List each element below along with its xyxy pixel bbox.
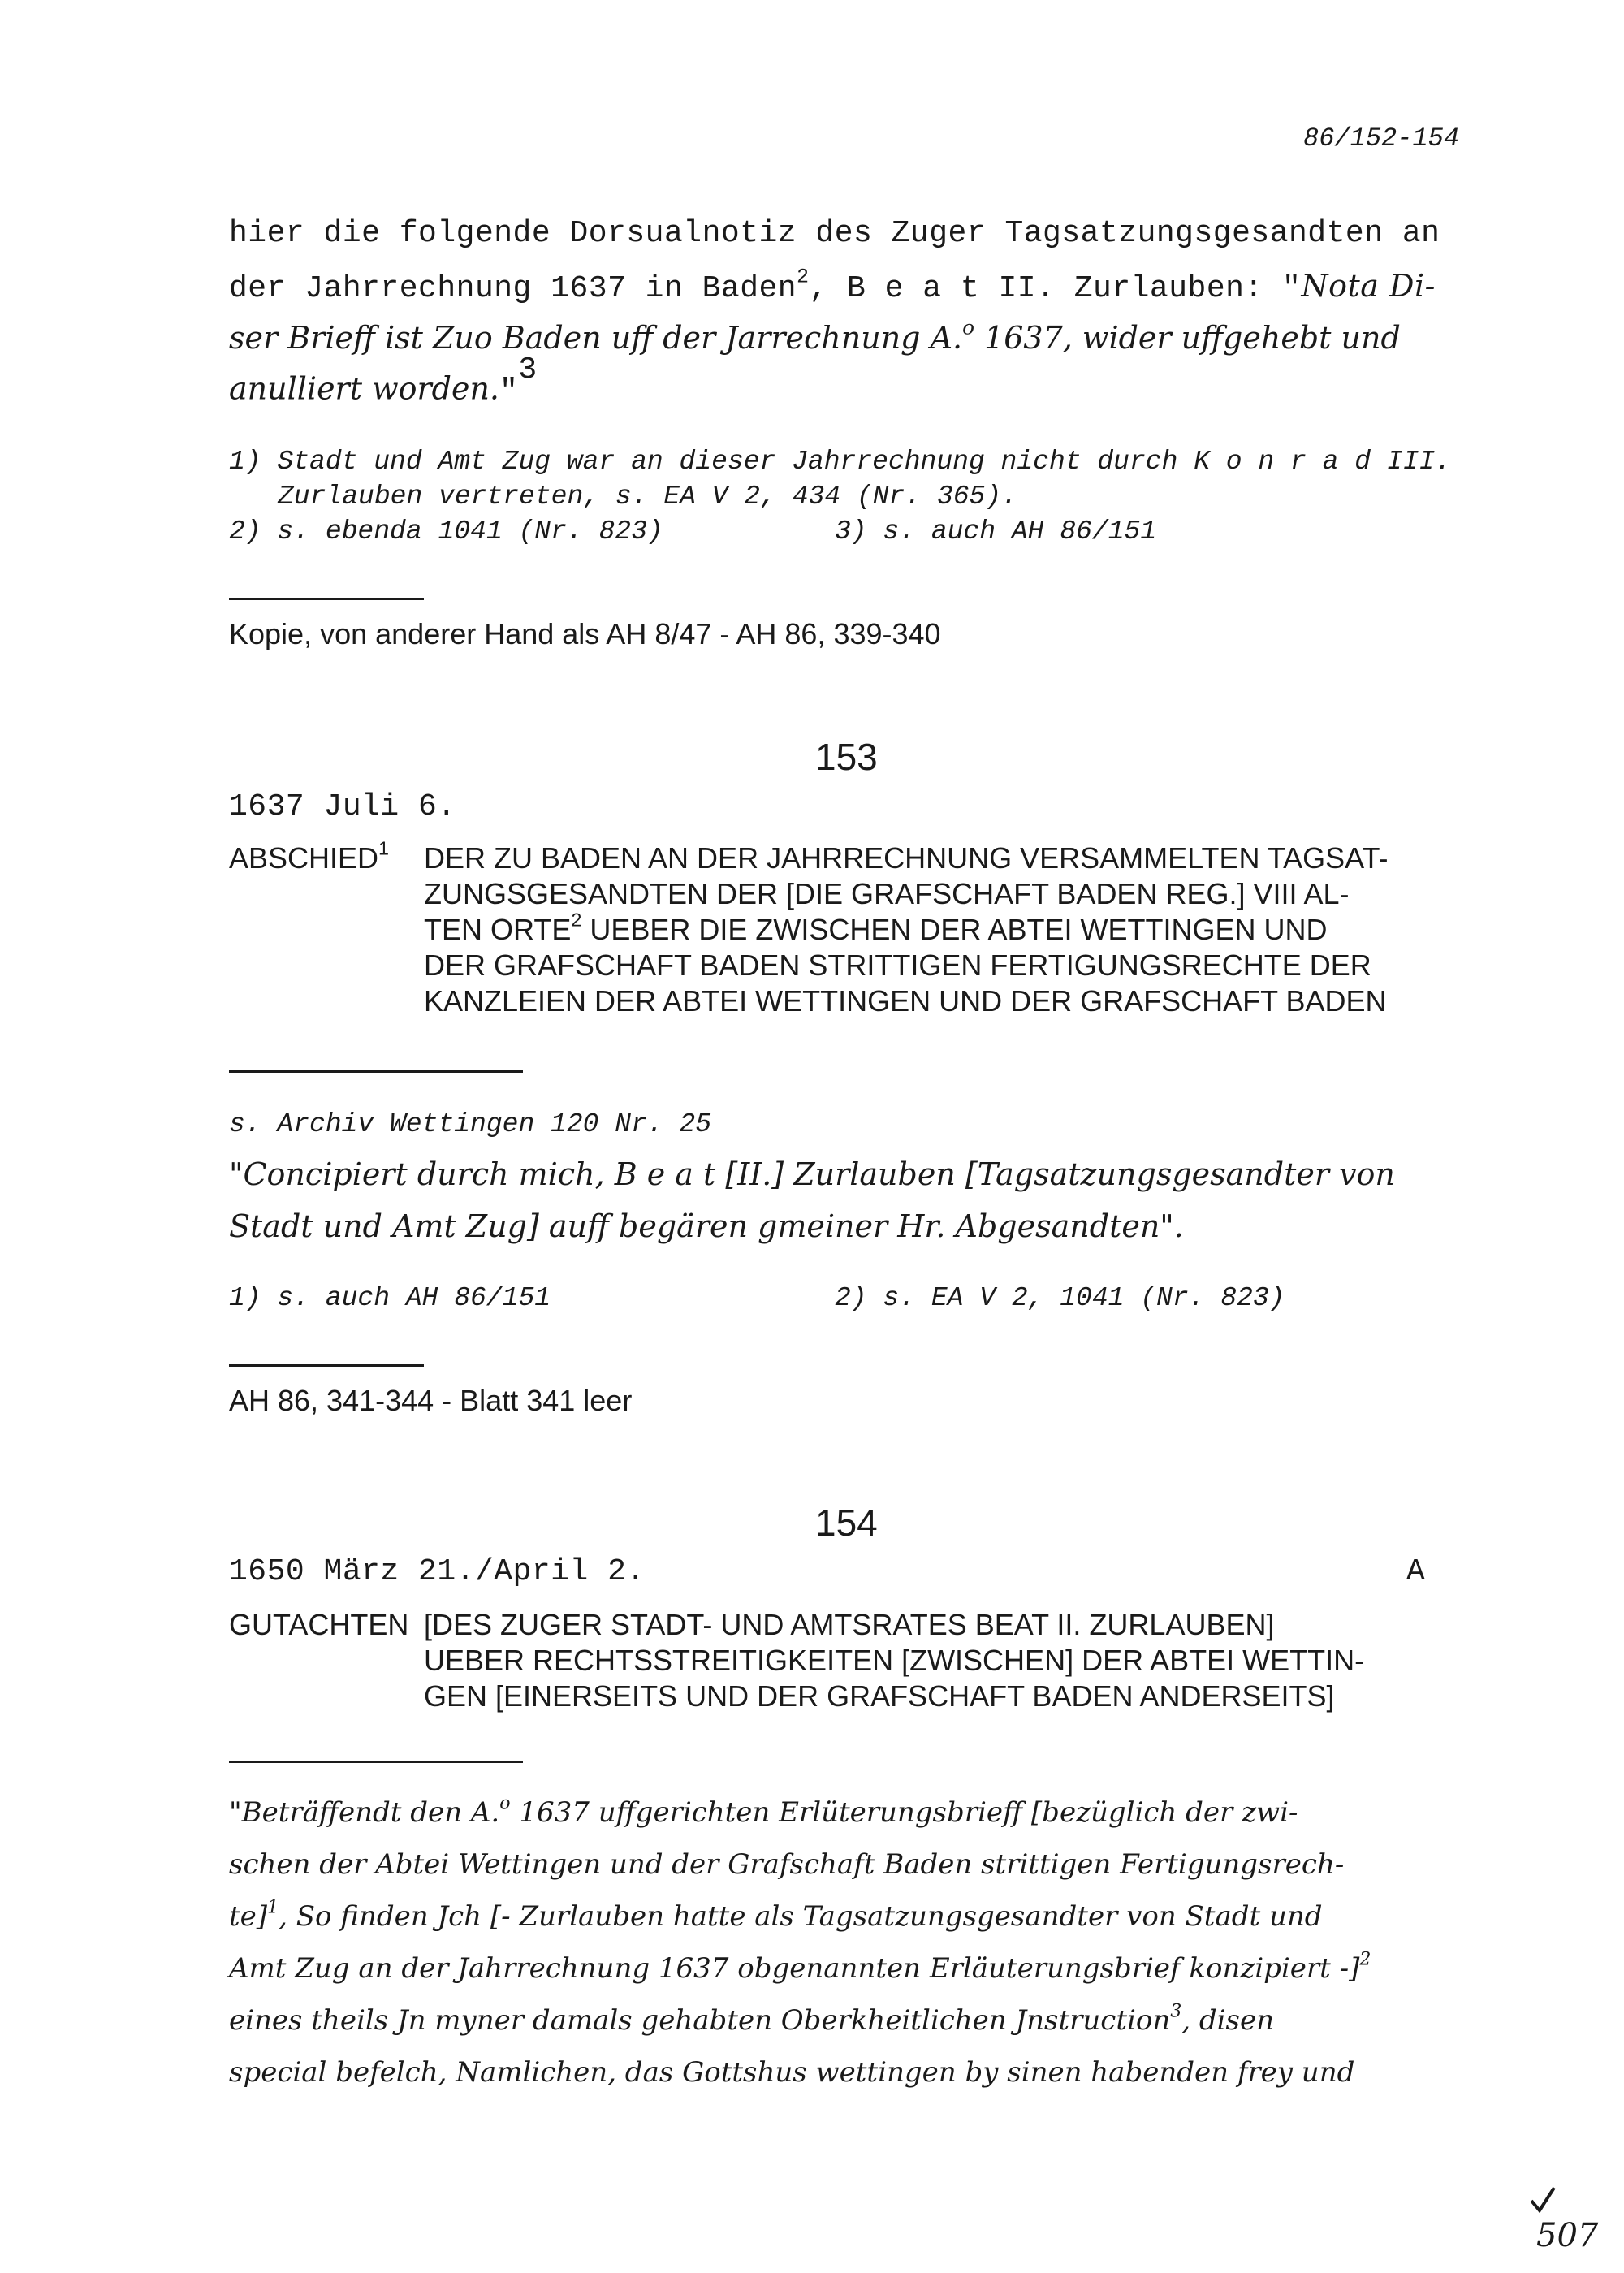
doc-153-title-2: ZUNGSGESANDTEN DER [DIE GRAFSCHAFT BADEN REG.] VIII AL- xyxy=(424,877,1350,910)
doc-153-title-3 xyxy=(424,909,1328,947)
divider-153-body xyxy=(229,1070,523,1073)
doc-153-title-3a: TEN ORTE xyxy=(424,913,572,946)
doc-154-para-4a: Amt Zug an der Jahrrechnung 1637 obgenannten Erläuterungsbrief konzipiert -] xyxy=(229,1952,1360,1985)
footnote-153-1: 1) s. auch AH 86/151 xyxy=(229,1283,551,1313)
anno-superscript-2: o xyxy=(499,1792,511,1814)
doc-154-number: 154 xyxy=(815,1502,878,1544)
footnote-153-2: 2) s. EA V 2, 1041 (Nr. 823) xyxy=(835,1283,1285,1313)
doc-154-para-1 xyxy=(229,1792,1298,1829)
anno-superscript: o xyxy=(962,315,974,339)
footnote-152-1a: 1) Stadt und Amt Zug war an dieser Jahrrechnung nicht durch K o n r a d III. xyxy=(229,447,1452,477)
source-152: Kopie, von anderer Hand als AH 8/47 - AH 86, 339-340 xyxy=(229,617,941,650)
doc-154-title-2: UEBER RECHTSSTREITIGKEITEN [ZWISCHEN] DER ABTEI WETTIN- xyxy=(424,1644,1365,1677)
check-mark-icon xyxy=(1527,2184,1559,2217)
footnote-ref-2c: 2 xyxy=(1359,1948,1371,1970)
intro-quote-end: " xyxy=(499,374,519,409)
doc-154-para-6: special befelch, Namlichen, das Gottshus wettingen by sinen habenden frey und xyxy=(229,2056,1355,2089)
page-reference: 86/152-154 xyxy=(1303,123,1460,153)
doc-154-para-1b: 1637 uffgerichten Erlüterungsbrieff [bezüglich der zwi- xyxy=(510,1796,1298,1829)
intro-line-3-text-b: 1637, wider uffgehebt und xyxy=(974,320,1401,356)
footnote-ref-2b: 2 xyxy=(571,909,582,931)
doc-153-number: 153 xyxy=(815,736,878,778)
divider-152-source xyxy=(229,598,424,600)
doc-153-title-5: KANZLEIEN DER ABTEI WETTINGEN UND DER GRAFSCHAFT BADEN xyxy=(424,984,1387,1018)
handwritten-folio: 507 xyxy=(1536,2217,1599,2254)
doc-154-type: GUTACHTEN xyxy=(229,1608,409,1641)
doc-153-archive-ref: s. Archiv Wettingen 120 Nr. 25 xyxy=(229,1109,712,1139)
doc-154-title-3: GEN [EINERSEITS UND DER GRAFSCHAFT BADEN ANDERSEITS] xyxy=(424,1679,1335,1713)
doc-154-para-1a: "Beträffendt den A. xyxy=(229,1796,500,1829)
doc-153-type-label: ABSCHIED xyxy=(229,841,379,875)
intro-line-2 xyxy=(229,268,1436,306)
footnote-ref-3b: 3 xyxy=(1170,2000,1182,2022)
doc-154-para-2: schen der Abtei Wettingen und der Grafschaft Baden strittigen Fertigungsrech- xyxy=(229,1848,1345,1881)
intro-line-2-text-a: der Jahrrechnung 1637 in Baden xyxy=(229,271,797,306)
intro-line-3-text-a: ser Brieff ist Zuo Baden uff der Jarrechnung A. xyxy=(229,320,963,356)
doc-154-mark: A xyxy=(1406,1554,1426,1589)
doc-154-date: 1650 März 21./April 2. xyxy=(229,1554,646,1589)
intro-line-2-text-b: , B e a t II. Zurlauben: " xyxy=(809,271,1302,306)
source-153: AH 86, 341-344 - Blatt 341 leer xyxy=(229,1384,633,1417)
intro-line-1: hier die folgende Dorsualnotiz des Zuger Tagsatzungsgesandten an xyxy=(229,216,1440,251)
doc-154-para-5 xyxy=(229,2000,1275,2037)
footnote-152-2: 2) s. ebenda 1041 (Nr. 823) xyxy=(229,516,663,547)
doc-153-quote-1: "Concipiert durch mich, B e a t [II.] Zurlauben [Tagsatzungsgesandter von xyxy=(229,1156,1395,1192)
doc-153-title-3b: UEBER DIE ZWISCHEN DER ABTEI WETTINGEN UND xyxy=(581,913,1328,946)
doc-153-quote-2: Stadt und Amt Zug] auff begären gmeiner Hr. Abgesandten". xyxy=(229,1208,1184,1244)
doc-153-title-1: DER ZU BADEN AN DER JAHRRECHNUNG VERSAMMELTEN TAGSAT- xyxy=(424,841,1389,875)
footnote-ref-1: 1 xyxy=(378,837,390,859)
doc-154-para-5b: , disen xyxy=(1181,2004,1275,2037)
footnote-152-3: 3) s. auch AH 86/151 xyxy=(835,516,1157,547)
doc-154-para-3a: te] xyxy=(229,1900,268,1933)
divider-154-body xyxy=(229,1761,523,1763)
intro-line-4-text: anulliert worden. xyxy=(229,370,500,407)
footnote-ref-3: 3 xyxy=(518,352,538,387)
intro-line-3 xyxy=(229,315,1401,356)
doc-153-title-4: DER GRAFSCHAFT BADEN STRITTIGEN FERTIGUNGSRECHTE DER xyxy=(424,949,1371,982)
doc-154-title-1: [DES ZUGER STADT- UND AMTSRATES BEAT II. ZURLAUBEN] xyxy=(424,1608,1275,1641)
footnote-ref-1b: 1 xyxy=(267,1896,279,1918)
doc-154-para-3 xyxy=(229,1896,1323,1933)
intro-line-4 xyxy=(229,352,538,409)
intro-quote-start: Nota Di- xyxy=(1301,268,1436,304)
doc-154-para-3b: , So finden Jch [- Zurlauben hatte als Tagsatzungsgesandter von Stadt und xyxy=(279,1900,1323,1933)
footnote-ref-2: 2 xyxy=(797,266,810,289)
divider-153-source xyxy=(229,1364,424,1367)
footnote-152-1b: Zurlauben vertreten, s. EA V 2, 434 (Nr. 365). xyxy=(278,482,1017,512)
doc-153-date: 1637 Juli 6. xyxy=(229,789,456,824)
doc-154-para-4 xyxy=(229,1948,1371,1985)
doc-153-type xyxy=(229,837,390,875)
doc-154-para-5a: eines theils Jn myner damals gehabten Oberkheitlichen Jnstruction xyxy=(229,2004,1171,2037)
